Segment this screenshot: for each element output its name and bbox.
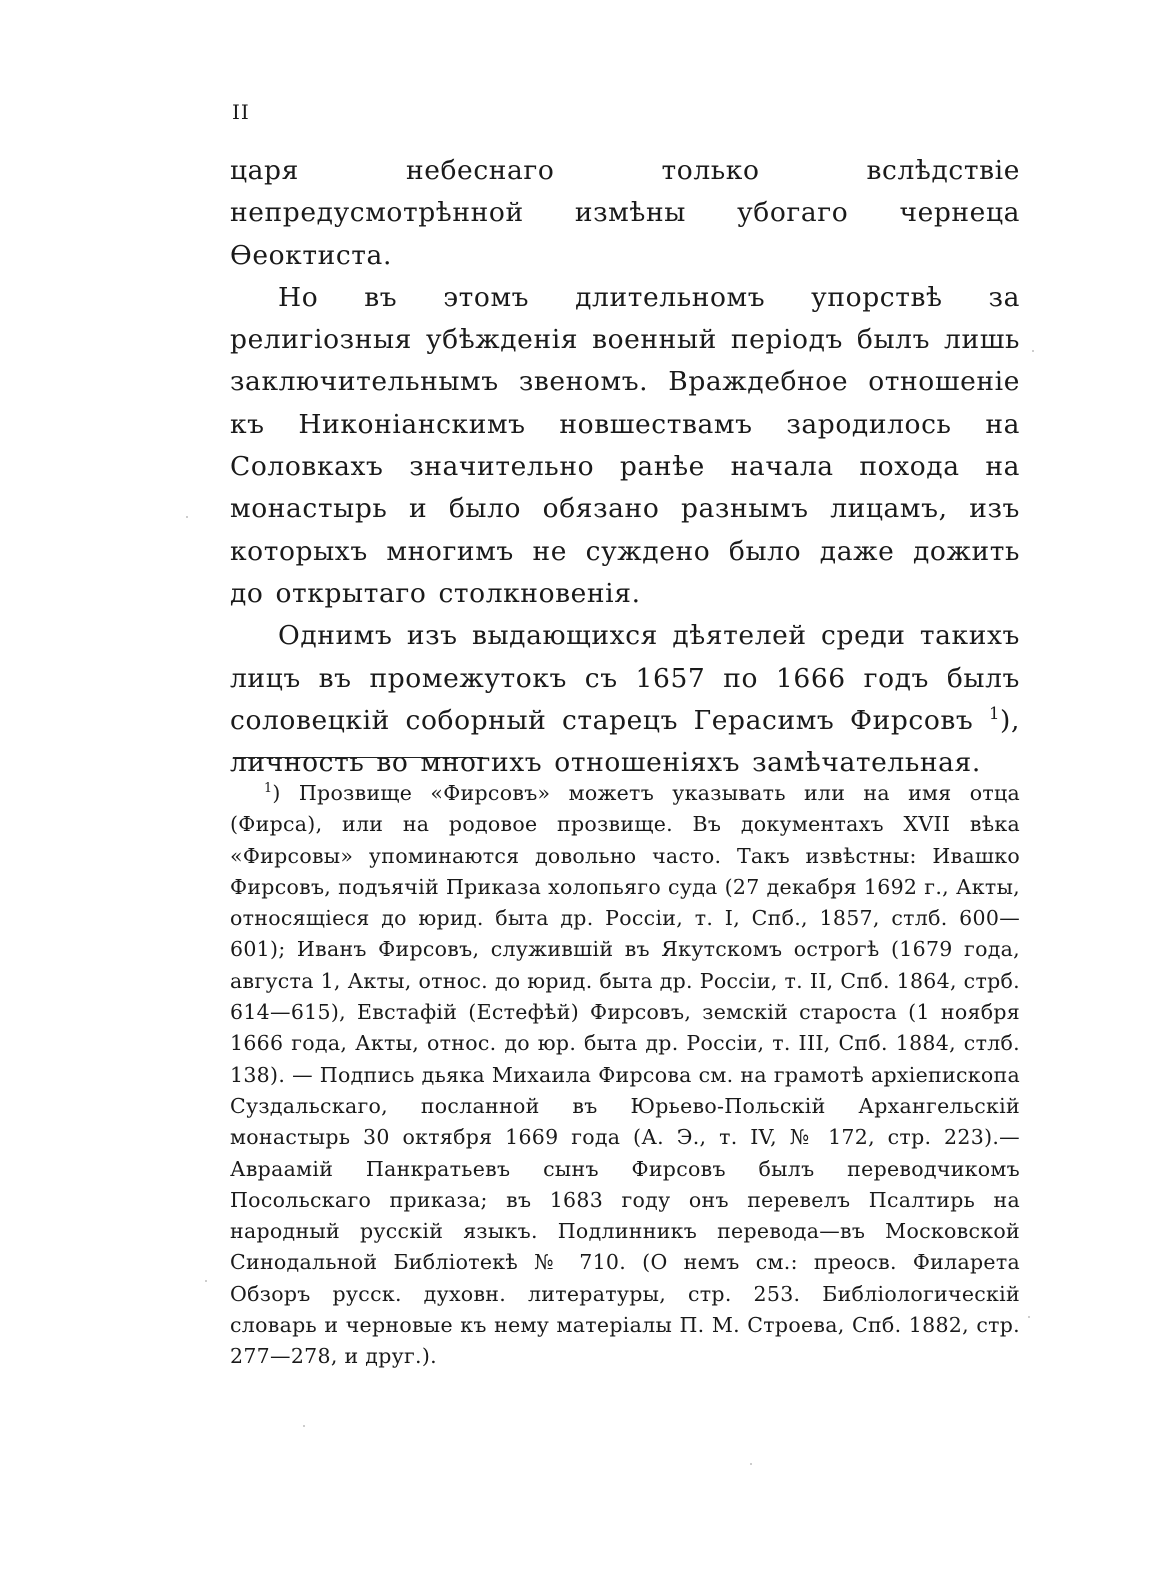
paragraph-3-tail: ), личность во многихъ отношеніяхъ замѣчательная. [230,704,1020,779]
main-text [230,150,1020,784]
scan-speck [205,1280,207,1282]
paragraph-3-text: Однимъ изъ выдающихся дѣятелей среди такихъ лицъ въ промежутокъ съ 1657 по 1666 годъ былъ соловецкій соборный старецъ Герасимъ Фирсовъ [230,620,1020,736]
paragraph-1: царя небеснаго только вслѣдствіе непредусмотрѣнной измѣны убогаго чернеца Ѳеоктиста. [230,155,1020,271]
scan-speck [750,1463,752,1465]
paragraph-2: Но въ этомъ длительномъ упорствѣ за религіозныя убѣжденія военный періодъ былъ лишь заключительнымъ звеномъ. Враждебное отношеніе къ Никоніанскимъ новшествамъ зародилось на Соловкахъ значительно ранѣе начала похода на монастырь и было обязано разнымъ лицамъ, изъ которыхъ многимъ не суждено было даже дожить до открытаго столкновенія. [230,281,1020,609]
footnote-divider [233,757,483,758]
footnote-text: ) Прозвище «Фирсовъ» можетъ указывать или на имя отца (Фирса), или на родовое прозвище. Въ документахъ XVII вѣка «Фирсовы» упоминаются довольно часто. Такъ извѣстны: Ивашко Фирсовъ, подъячій Приказа холопьяго суда (27 декабря 1692 г., Акты, относящіеся до юрид. быта др. Россіи, т. I, Спб., 1857, стлб. 600—601); Иванъ Фирсовъ, служившій въ Якутскомъ острогѣ (1679 года, августа 1, Акты, относ. до юрид. быта др. Россіи, т. II, Спб. 1864, стрб. 614—615), Евстафій (Естефѣй) Фирсовъ, земскій староста (1 ноября 1666 года, Акты, относ. до юр. быта др. Россіи, т. III, Спб. 1884, стлб. 138). — Подпись дьяка Михаила Фирсова см. на грамотѣ архіепископа Суздальскаго, посланной въ Юрьево-Польскій Архангельскій монастырь 30 октября 1669 года (А. Э., т. IV, № 172, стр. 223).—Авраамій Панкратьевъ сынъ Фирсовъ былъ переводчикомъ Посольскаго приказа; въ 1683 году онъ перевелъ Псалтирь на народный русскій языкъ. Подлинникъ перевода—въ Московской Синодальной Библіотекѣ № 710. (О немъ см.: преосв. Филарета Обзоръ русск. духовн. литературы, стр. 253. Библіологическій словарь и черновые къ нему матеріалы П. М. Строева, Спб. 1882, стр. 277—278, и друг.). [230,781,1020,1369]
scan-speck [186,516,188,518]
footnote-reference: 1 [988,704,1001,724]
scan-speck [1028,1316,1030,1318]
page-number: II [232,100,250,124]
footnote-marker: 1 [264,780,273,796]
paragraph-3 [230,615,1020,784]
footnote [230,778,1020,1373]
scan-speck [303,1425,305,1427]
scan-speck [1032,350,1034,352]
